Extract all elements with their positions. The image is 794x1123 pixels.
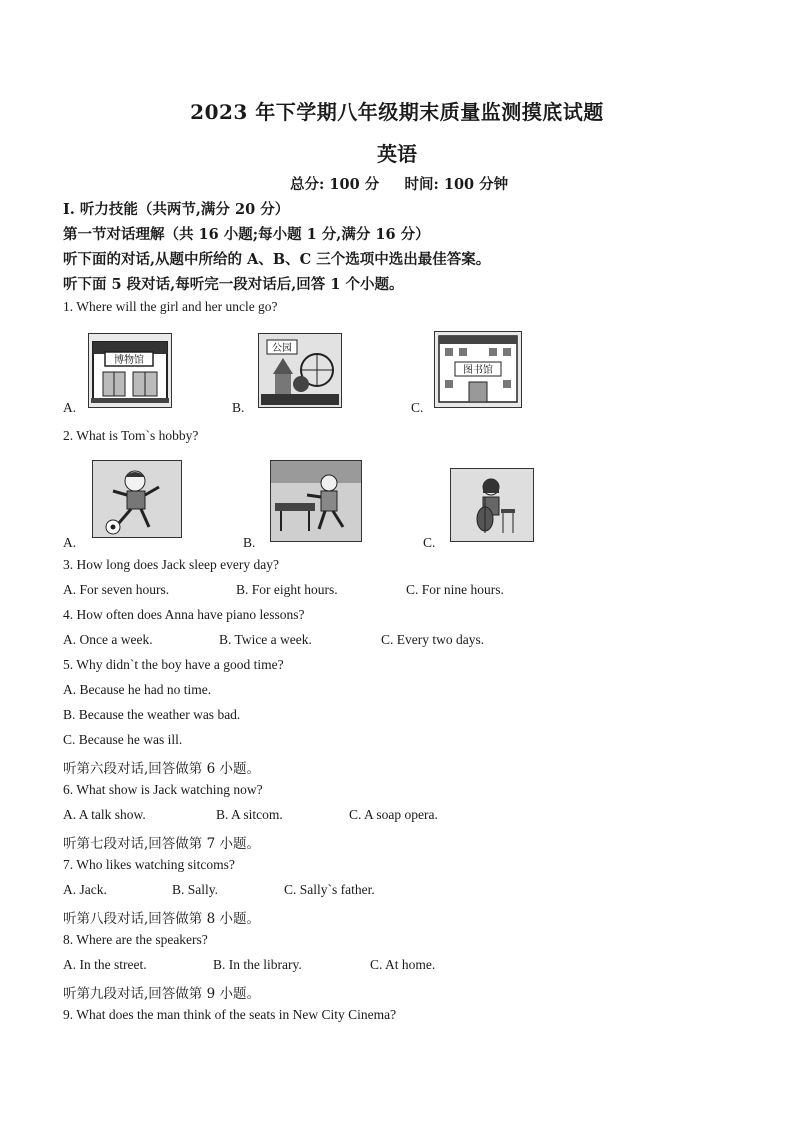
- dialogue-9-note: 听第九段对话,回答做第 9 小题。: [63, 986, 260, 1002]
- q1-option-b: B.: [232, 400, 245, 415]
- q5-option-a: A. Because he had no time.: [63, 682, 212, 697]
- museum-label: 博物馆: [114, 355, 144, 366]
- exam-meta: 总分: 100 分 时间: 100 分钟: [290, 176, 509, 193]
- dialogue-6-note: 听第六段对话,回答做第 6 小题。: [63, 761, 260, 777]
- museum-picture: [88, 333, 172, 408]
- q4-option-c: C. Every two days.: [381, 632, 485, 647]
- park-picture: [258, 333, 342, 408]
- q1-option-c: C.: [411, 400, 424, 415]
- question-1: 1. Where will the girl and her uncle go?: [63, 299, 278, 314]
- part-title: Ⅰ. 听力技能（共两节,满分 20 分）: [63, 201, 290, 218]
- question-2: 2. What is Tom`s hobby?: [63, 428, 199, 443]
- q5-option-b: B. Because the weather was bad.: [63, 707, 241, 722]
- q3-option-c: C. For nine hours.: [406, 582, 504, 597]
- question-6: 6. What show is Jack watching now?: [63, 782, 263, 797]
- question-8: 8. Where are the speakers?: [63, 932, 208, 947]
- dialogue-8-note: 听第八段对话,回答做第 8 小题。: [63, 911, 260, 927]
- library-label: 图书馆: [463, 365, 493, 376]
- q2-option-b: B.: [243, 535, 256, 550]
- q3-option-a: A. For seven hours.: [63, 582, 170, 597]
- q3-option-b: B. For eight hours.: [236, 582, 338, 597]
- exam-title: 2023 年下学期八年级期末质量监测摸底试题: [190, 100, 604, 124]
- q6-option-b: B. A sitcom.: [216, 807, 283, 822]
- q4-option-b: B. Twice a week.: [219, 632, 312, 647]
- question-9: 9. What does the man think of the seats in New City Cinema?: [63, 1007, 397, 1022]
- question-3: 3. How long does Jack sleep every day?: [63, 557, 279, 572]
- ping-pong-boy-picture: [270, 460, 362, 542]
- sub-section-title: 第一节对话理解（共 16 小题;每小题 1 分,满分 16 分）: [63, 226, 430, 243]
- question-4: 4. How often does Anna have piano lessons?: [63, 607, 305, 622]
- q8-option-c: C. At home.: [370, 957, 436, 972]
- q7-option-c: C. Sally`s father.: [284, 882, 375, 897]
- q6-option-c: C. A soap opera.: [349, 807, 438, 822]
- q2-option-a: A.: [63, 535, 77, 550]
- park-label: 公园: [272, 343, 292, 354]
- q8-option-b: B. In the library.: [213, 957, 302, 972]
- q8-option-a: A. In the street.: [63, 957, 147, 972]
- instruction-2: 听下面 5 段对话,每听完一段对话后,回答 1 个小题。: [63, 276, 404, 293]
- q4-option-a: A. Once a week.: [63, 632, 153, 647]
- q5-option-c: C. Because he was ill.: [63, 732, 183, 747]
- q6-option-a: A. A talk show.: [63, 807, 146, 822]
- question-7: 7. Who likes watching sitcoms?: [63, 857, 235, 872]
- q1-option-a: A.: [63, 400, 77, 415]
- instruction-1: 听下面的对话,从题中所给的 A、B、C 三个选项中选出最佳答案。: [63, 251, 491, 268]
- cello-girl-picture: [450, 468, 534, 542]
- question-5: 5. Why didn`t the boy have a good time?: [63, 657, 284, 672]
- q7-option-b: B. Sally.: [172, 882, 219, 897]
- library-picture: [434, 331, 522, 408]
- exam-subject: 英语: [377, 142, 417, 166]
- q7-option-a: A. Jack.: [63, 882, 107, 897]
- dialogue-7-note: 听第七段对话,回答做第 7 小题。: [63, 836, 260, 852]
- soccer-boy-picture: [92, 460, 182, 538]
- q2-option-c: C.: [423, 535, 436, 550]
